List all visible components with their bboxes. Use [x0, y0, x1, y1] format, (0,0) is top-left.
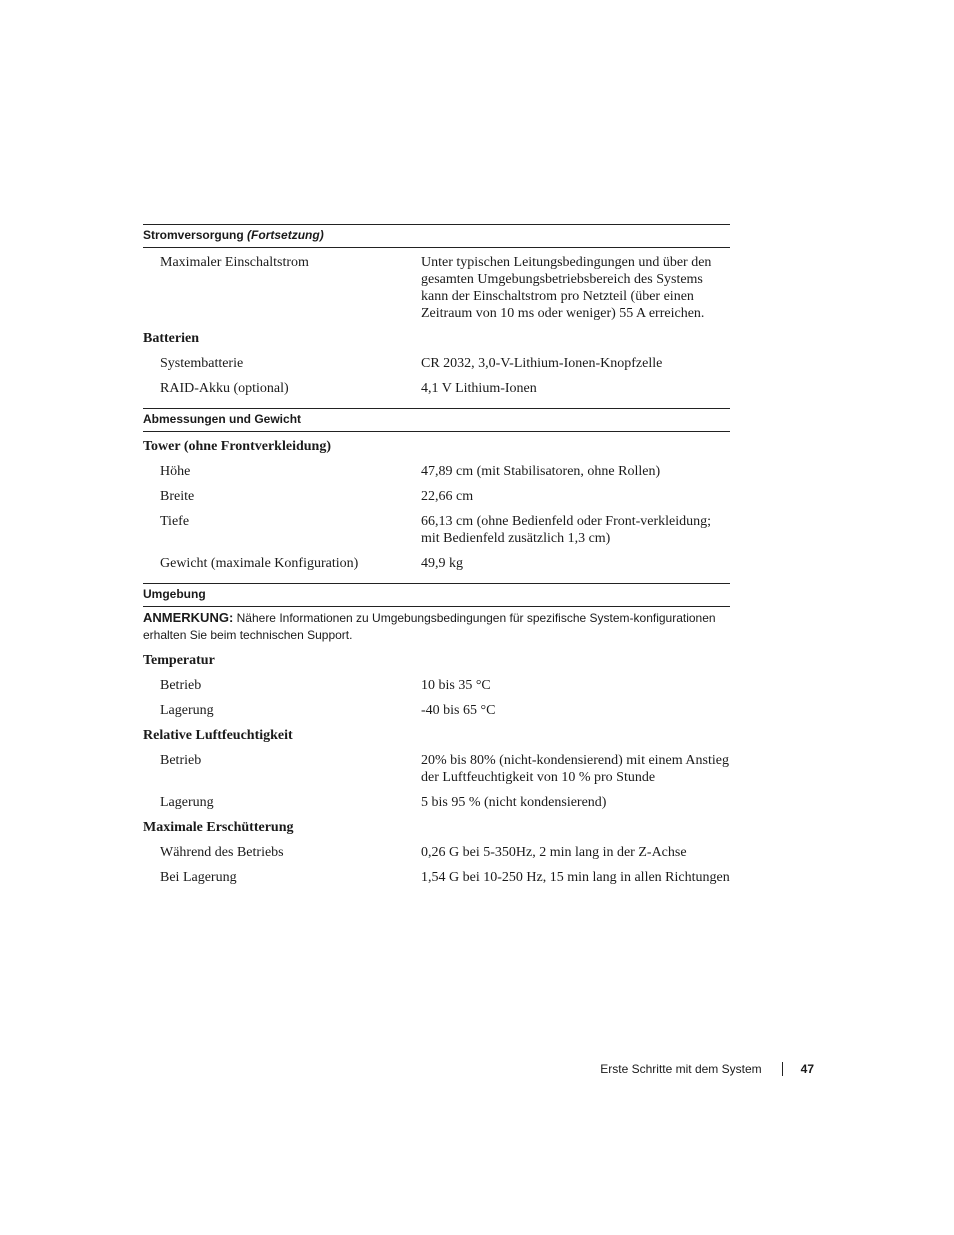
section-heading-dimensions: Abmessungen und Gewicht — [143, 408, 730, 432]
spec-value: CR 2032, 3,0-V-Lithium-Ionen-Knopfzelle — [421, 356, 663, 371]
spec-label: Maximaler Einschaltstrom — [160, 255, 309, 270]
spec-value: 1,54 G bei 10-250 Hz, 15 min lang in allen Richtungen — [421, 870, 730, 885]
spec-value: 5 bis 95 % (nicht kondensierend) — [421, 795, 607, 810]
group-title-temperature: Temperatur — [143, 653, 215, 668]
continuation-label: (Fortsetzung) — [247, 228, 324, 242]
spec-value: 47,89 cm (mit Stabilisatoren, ohne Rollen) — [421, 464, 661, 479]
spec-value: Unter typischen Leitungsbedingungen und über den gesamten Umgebungsbetriebsbereich des Systems kann der Einschaltstrom pro Netzteil (über einen Zeitraum von 10 ms oder weniger) 55 A erreichen. — [421, 255, 712, 321]
spec-row — [143, 248, 730, 325]
spec-value: -40 bis 65 °C — [421, 703, 496, 718]
spec-label: Lagerung — [160, 795, 214, 810]
spec-label: Betrieb — [160, 678, 202, 693]
note-text: Nähere Informationen zu Umgebungsbedingungen für spezifische System-konfigurationen erhalten Sie beim technischen Support. — [143, 611, 716, 642]
spec-value: 4,1 V Lithium-Ionen — [421, 381, 537, 396]
footer-divider — [782, 1062, 783, 1076]
spec-label: Bei Lagerung — [160, 870, 237, 885]
note-keyword: ANMERKUNG: — [143, 610, 234, 625]
spec-table — [143, 224, 730, 889]
section-heading-environment: Umgebung — [143, 583, 730, 607]
spec-value: 22,66 cm — [421, 489, 474, 504]
spec-label: Lagerung — [160, 703, 214, 718]
spec-label: Betrieb — [160, 753, 202, 768]
spec-row — [143, 672, 730, 697]
spec-value: 66,13 cm (ohne Bedienfeld oder Front-verkleidung; mit Bedienfeld zusätzlich 1,3 cm) — [421, 514, 712, 546]
spec-row — [143, 550, 730, 575]
spec-row — [143, 839, 730, 864]
group-title-batteries: Batterien — [143, 331, 199, 346]
spec-label: RAID-Akku (optional) — [160, 381, 289, 396]
section-heading-power — [143, 224, 730, 248]
spec-row — [143, 350, 730, 375]
spec-value: 10 bis 35 °C — [421, 678, 491, 693]
spec-row — [143, 864, 730, 889]
spec-row — [143, 375, 730, 400]
spec-label: Gewicht (maximale Konfiguration) — [160, 556, 359, 571]
spec-value: 49,9 kg — [421, 556, 463, 571]
group-title-shock: Maximale Erschütterung — [143, 820, 294, 835]
note — [143, 607, 730, 647]
page-footer — [560, 1061, 814, 1077]
group-title-tower: Tower (ohne Frontverkleidung) — [143, 439, 331, 454]
spec-label: Tiefe — [160, 514, 190, 529]
spec-value: 20% bis 80% (nicht-kondensierend) mit einem Anstieg der Luftfeuchtigkeit von 10 % pro Stunde — [421, 753, 729, 785]
footer-chapter-title: Erste Schritte mit dem System — [600, 1062, 762, 1076]
section-heading-text: Stromversorgung — [143, 228, 244, 242]
spec-label: Höhe — [160, 464, 191, 479]
group-title-humidity: Relative Luftfeuchtigkeit — [143, 728, 293, 743]
spec-row — [143, 747, 730, 789]
spec-row — [143, 789, 730, 814]
page-number: 47 — [800, 1062, 814, 1076]
spec-row — [143, 697, 730, 722]
spec-label: Während des Betriebs — [160, 845, 284, 860]
spec-row — [143, 483, 730, 508]
spec-label: Systembatterie — [160, 356, 244, 371]
spec-label: Breite — [160, 489, 195, 504]
spec-row — [143, 458, 730, 483]
spec-row — [143, 508, 730, 550]
spec-value: 0,26 G bei 5-350Hz, 2 min lang in der Z-Achse — [421, 845, 687, 860]
